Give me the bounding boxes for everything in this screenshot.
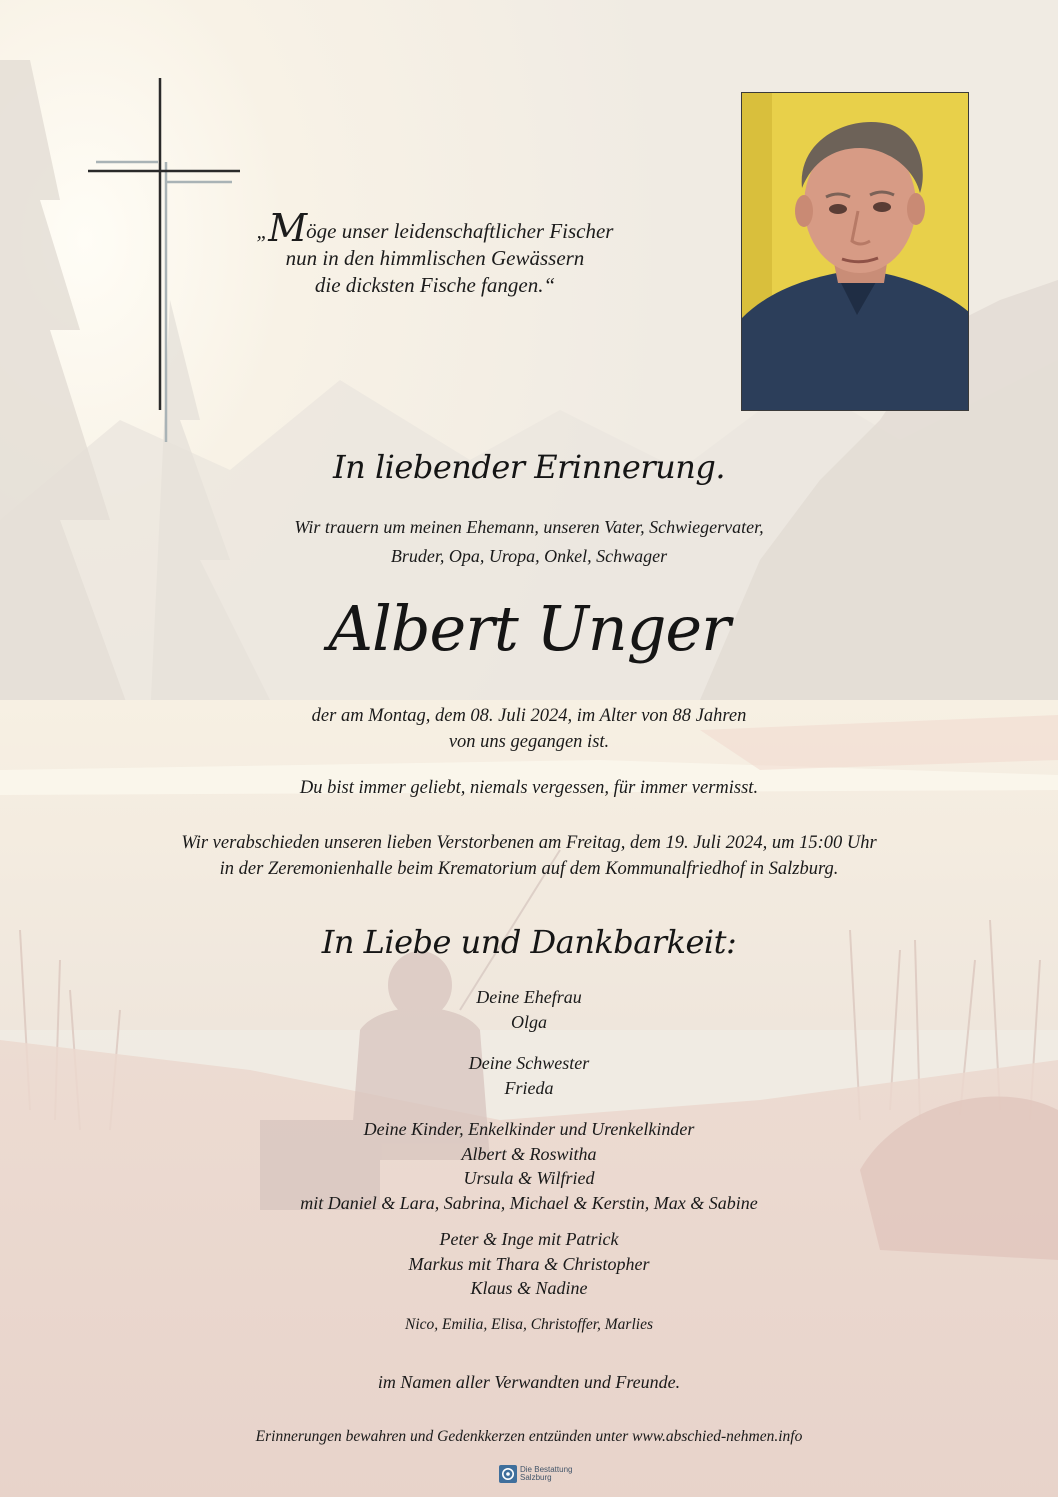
mourning-line: Bruder, Opa, Uropa, Onkel, Schwager — [390, 546, 668, 566]
family-line: Klaus & Nadine — [470, 1278, 588, 1298]
family-group-more-children — [0, 1227, 1058, 1301]
family-line: Albert & Roswitha — [461, 1143, 597, 1164]
closing-line: im Namen aller Verwandten und Freunde. — [377, 1372, 681, 1392]
quote-initial: M — [268, 206, 307, 250]
family-line: Deine Ehefrau — [476, 987, 582, 1007]
memorial-motto: Du bist immer geliebt, niemals vergessen, für immer vermisst. — [299, 778, 759, 798]
bestattung-logo — [499, 1463, 572, 1485]
family-line: mit Daniel & Lara, Sabrina, Michael & Kerstin, Max & Sabine — [300, 1192, 758, 1213]
quote-open-mark: „ — [256, 219, 269, 243]
portrait-photo — [741, 92, 969, 411]
family-group-wife — [0, 985, 1058, 1034]
deceased-name: Albert Unger — [328, 592, 730, 665]
mourning-statement — [0, 513, 1058, 571]
quote-line-text: öge unser leidenschaftlicher Fischer — [306, 219, 614, 243]
farewell-line: in der Zeremonienhalle beim Krematorium auf dem Kommunalfriedhof in Salzburg. — [219, 859, 839, 879]
family-list — [0, 985, 1058, 1337]
memorial-quote — [200, 206, 670, 299]
mourning-line: Wir trauern um meinen Ehemann, unseren Vater, Schwiegervater, — [294, 517, 764, 537]
quote-line: nun in den himmlischen Gewässern — [285, 246, 585, 270]
family-group-sister — [0, 1051, 1058, 1100]
logo-line-1: Die Bestattung — [520, 1464, 573, 1474]
family-line: Olga — [511, 1011, 547, 1032]
heading-in-loving-memory: In liebender Erinnerung. — [333, 448, 725, 486]
passing-line: von uns gegangen ist. — [448, 732, 610, 752]
family-line: Ursula & Wilfried — [463, 1168, 595, 1188]
quote-line — [200, 206, 670, 250]
family-line: Deine Kinder, Enkelkinder und Urenkelkinder — [363, 1119, 695, 1139]
family-line: Peter & Inge mit Patrick — [439, 1229, 619, 1249]
portrait-illustration — [742, 93, 969, 411]
quote-line: die dicksten Fische fangen.“ — [314, 273, 556, 297]
passing-notice — [0, 703, 1058, 755]
family-line: Markus mit Thara & Christopher — [408, 1253, 650, 1274]
footer-website-note: Erinnerungen bewahren und Gedenkkerzen entzünden unter www.abschied-nehmen.info — [255, 1428, 803, 1445]
bestattung-logo-icon — [499, 1465, 517, 1483]
farewell-line: Wir verabschieden unseren lieben Verstorbenen am Freitag, dem 19. Juli 2024, um 15:00 Uhr — [181, 833, 877, 853]
family-line: Frieda — [504, 1077, 554, 1098]
logo-text — [520, 1466, 572, 1483]
family-line: Deine Schwester — [468, 1053, 590, 1073]
logo-line-2: Salzburg — [520, 1473, 552, 1482]
passing-line: der am Montag, dem 08. Juli 2024, im Alter von 88 Jahren — [311, 706, 747, 726]
farewell-details — [0, 830, 1058, 882]
family-group-children — [0, 1117, 1058, 1215]
grandchildren-line: Nico, Emilia, Elisa, Christoffer, Marlies — [404, 1315, 653, 1333]
heading-love-gratitude: In Liebe und Dankbarkeit: — [321, 923, 737, 961]
